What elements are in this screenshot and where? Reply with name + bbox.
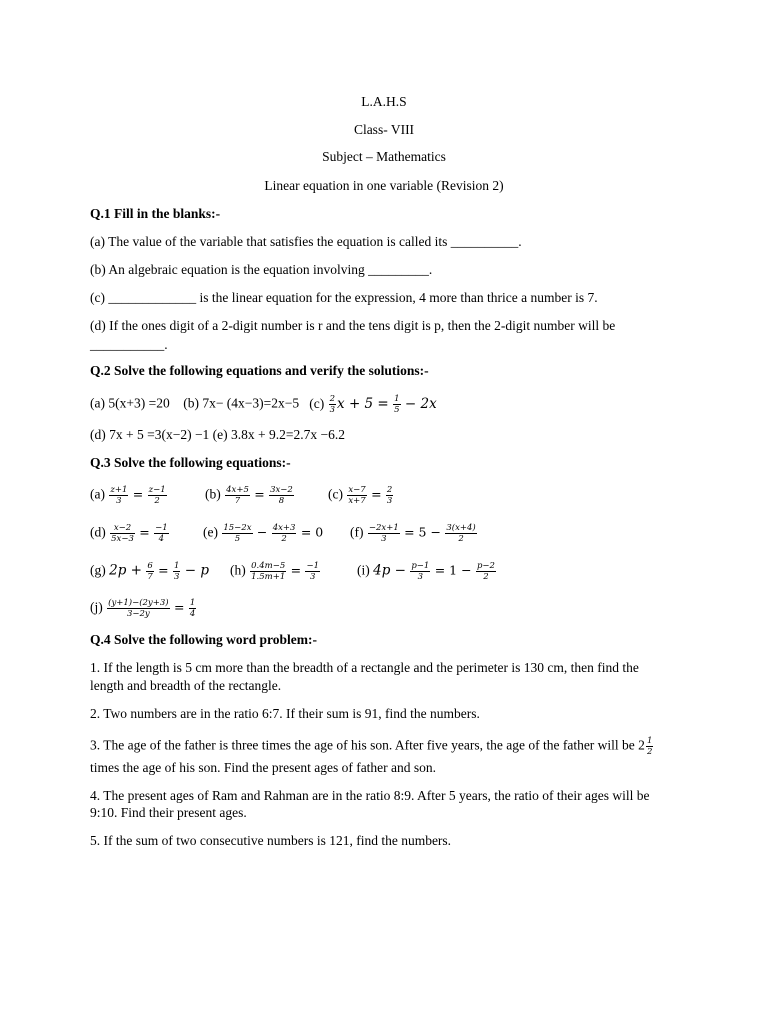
class-line: Class- VIII [353,122,415,137]
fraction: $\frac{(y+1)-(2y+3)}{3-2y}$ [108,598,169,619]
fraction: $\frac{-1}{3}$ [306,561,319,582]
fraction: $\frac{1}{5}$ [394,394,400,415]
fraction: $\frac{-2x+1}{3}$ [368,523,399,544]
q3-item-f: (f) $\frac{-2x+1}{3}$ = 5 − $\frac{3(x+4)}{2}$ [350,523,476,544]
fraction: $\frac{3(x+4)}{2}$ [446,523,476,544]
fraction: $\frac{15-2x}{5}$ [223,523,252,544]
fraction: $\frac{1}{2}$ [646,736,653,757]
fraction: $\frac{2}{3}$ [386,485,393,506]
fraction: $\frac{-1}{4}$ [155,523,168,544]
q3-item-i: (i) 4p − $\frac{p-1}{3}$ = 1 − $\frac{p-2}{2}$ [357,561,495,582]
fraction: $\frac{0.4m-5}{1.5m+1}$ [251,561,286,582]
q2-item-a: (a) 5(x+3) =20 [90,395,170,411]
q3-item-h: (h) $\frac{0.4m-5}{1.5m+1}$ = $\frac{-1}{3}$ [230,561,319,582]
fraction: $\frac{p-1}{3}$ [411,561,430,582]
fraction: $\frac{6}{7}$ [147,561,153,582]
fraction: $\frac{2}{3}$ [329,394,336,415]
fraction: $\frac{x-2}{5x-3}$ [111,523,134,544]
q4-problem-3-cont: times the age of his son. Find the present ages of father and son. [90,760,437,775]
worksheet-title: Linear equation in one variable (Revision 2) [264,178,504,193]
q4-problem-1: 1. If the length is 5 cm more than the breadth of a rectangle and the perimeter is 130 cm, then find the [90,660,639,675]
q4-problem-4: 4. The present ages of Ram and Rahman are in the ratio 8:9. After 5 years, the ratio of their ages will be [90,788,650,803]
q1-item-d: (d) If the ones digit of a 2-digit number is r and the tens digit is p, then the 2-digit number will be [90,318,616,333]
fraction: $\frac{z-1}{2}$ [148,485,166,506]
q3-item-c: (c) $\frac{x-7}{x+7}$ = $\frac{2}{3}$ [328,485,393,506]
q3-item-a: (a) $\frac{z+1}{3}$ = $\frac{z-1}{2}$ [90,485,166,506]
q2-item-c: (c) $\frac{2}{3}$ x + 5 = $\frac{1}{5}$ − 2x [309,394,437,415]
q3-item-g: (g) 2p + $\frac{6}{7}$ = $\frac{1}{3}$ − p [90,561,210,582]
q3-item-d: (d) $\frac{x-2}{5x-3}$ = $\frac{-1}{4}$ [90,523,168,544]
fraction: $\frac{z+1}{3}$ [110,485,128,506]
q4-problem-4-cont: 9:10. Find their present ages. [90,805,247,820]
q2-row-1 [90,394,437,415]
q3-heading: Q.3 Solve the following equations:- [90,455,291,470]
fraction: $\frac{p-2}{2}$ [476,561,495,582]
q1-heading: Q.1 Fill in the blanks:- [90,206,221,221]
q2-heading: Q.2 Solve the following equations and verify the solutions:- [90,363,429,378]
q4-heading: Q.4 Solve the following word problem:- [90,632,317,647]
q1-item-b: (b) An algebraic equation is the equation involving _________. [90,262,433,277]
q4-problem-1-cont: length and breadth of the rectangle. [90,678,282,693]
fraction: $\frac{x-7}{x+7}$ [348,485,366,506]
q1-item-c: (c) _____________ is the linear equation for the expression, 4 more than thrice a number is 7. [90,290,598,305]
subject-line: Subject – Mathematics [322,149,446,164]
q3-item-e: (e) $\frac{15-2x}{5}$ − $\frac{4x+3}{2}$ = 0 [203,523,324,544]
q2-row-2: (d) 7x + 5 =3(x−2) −1 (e) 3.8x + 9.2=2.7x −6.2 [90,427,346,442]
school-name: L.A.H.S [361,94,407,109]
fraction: $\frac{4x+5}{7}$ [226,485,249,506]
fraction: $\frac{1}{3}$ [174,561,180,582]
q1-item-a: (a) The value of the variable that satisfies the equation is called its __________. [90,234,522,249]
fraction: $\frac{3x-2}{8}$ [270,485,293,506]
q3-item-j: (j) $\frac{(y+1)-(2y+3)}{3-2y}$ = $\frac{1}{4}$ [90,598,196,619]
q2-item-b: (b) 7x− (4x−3)=2x−5 [183,395,300,411]
q3-item-b: (b) $\frac{4x+5}{7}$ = $\frac{3x-2}{8}$ [205,485,293,506]
q4-problem-3: 3. The age of the father is three times the age of his son. After five years, the age of the father will be 2 $\frac{1}{2}$ [90,736,653,757]
fraction: $\frac{4x+3}{2}$ [272,523,296,544]
q4-problem-5: 5. If the sum of two consecutive numbers is 121, find the numbers. [90,833,452,848]
q4-problem-2: 2. Two numbers are in the ratio 6:7. If their sum is 91, find the numbers. [90,706,480,721]
q1-item-d-blank: ___________. [90,337,168,352]
fraction: $\frac{1}{4}$ [189,598,196,619]
